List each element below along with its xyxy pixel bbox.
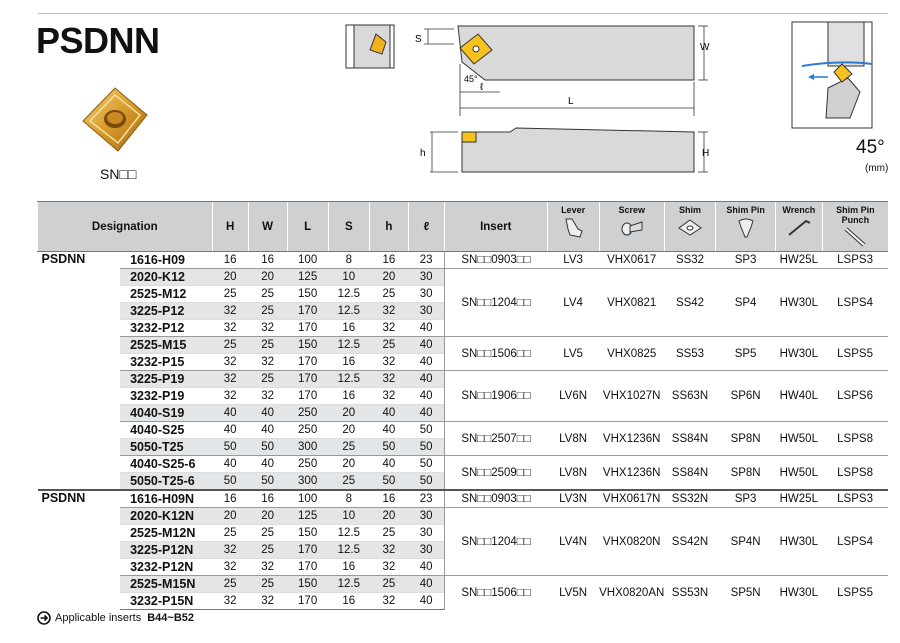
col-wrench [775, 202, 822, 252]
dimension-cell: 16 [328, 320, 369, 337]
dimension-cell: 170 [287, 303, 328, 320]
dimension-cell: 150 [287, 525, 328, 542]
dimension-cell: 100 [287, 252, 328, 269]
table-row [38, 269, 889, 286]
col-shim-pin-punch-label: Shim Pin Punch [836, 205, 875, 225]
table-row [38, 337, 889, 354]
dimension-cell: 25 [328, 473, 369, 491]
designation-code: 4040-S19 [120, 405, 212, 422]
dimension-cell: 12.5 [328, 525, 369, 542]
insert-photo [80, 85, 150, 155]
insert-code: SN□□1204□□ [444, 508, 547, 576]
dimension-cell: 50 [408, 473, 444, 491]
dimension-cell: 16 [328, 388, 369, 405]
insert-code-label: SN□□ [100, 166, 137, 182]
dimension-cell: 23 [408, 252, 444, 269]
dimension-cell: 25 [248, 576, 287, 593]
dimension-cell: 32 [212, 303, 248, 320]
designation-code: 1616-H09 [120, 252, 212, 269]
dim-H-label: H [702, 148, 710, 159]
dimension-cell: 50 [248, 439, 287, 456]
part-lever: LV5N [547, 576, 599, 610]
dimension-cell: 32 [369, 559, 408, 576]
dimension-cell: 12.5 [328, 371, 369, 388]
dimension-cell: 40 [408, 337, 444, 354]
part-screw: VHX1236N [599, 456, 664, 491]
part-wrench: HW25L [775, 490, 822, 508]
col-lever [547, 202, 599, 252]
dimension-cell: 40 [248, 405, 287, 422]
part-wrench: HW40L [775, 371, 822, 422]
dimension-cell: 23 [408, 490, 444, 508]
dimension-cell: 20 [369, 508, 408, 525]
dimension-cell: 50 [408, 439, 444, 456]
insert-code: SN□□0903□□ [444, 252, 547, 269]
col-designation: Designation [38, 202, 213, 252]
dimension-cell: 20 [328, 405, 369, 422]
dimension-cell: 25 [328, 439, 369, 456]
table-row [38, 252, 889, 269]
dimension-cell: 32 [248, 388, 287, 405]
part-shim-pin: SP8N [716, 422, 776, 456]
dimension-cell: 250 [287, 422, 328, 439]
designation-code: 3225-P19 [120, 371, 212, 388]
part-lever: LV3N [547, 490, 599, 508]
dimension-cell: 16 [369, 490, 408, 508]
dimension-cell: 12.5 [328, 576, 369, 593]
insert-code: SN□□0903□□ [444, 490, 547, 508]
dim-h-label: h [420, 148, 426, 159]
dimension-cell: 32 [248, 593, 287, 610]
part-shim-pin: SP5 [716, 337, 776, 371]
footnote-text: Applicable inserts [55, 612, 142, 624]
dimension-cell: 12.5 [328, 303, 369, 320]
part-shim-pin: SP6N [716, 371, 776, 422]
designation-code: 2020-K12N [120, 508, 212, 525]
part-wrench: HW50L [775, 422, 822, 456]
designation-code: 3232-P12N [120, 559, 212, 576]
table-row [38, 508, 889, 525]
part-shim: SS84N [664, 422, 715, 456]
part-punch: LSPS6 [822, 371, 888, 422]
dimension-cell: 32 [212, 320, 248, 337]
part-punch: LSPS3 [837, 254, 873, 266]
dimension-cell: 50 [369, 439, 408, 456]
dimension-cell: 40 [408, 371, 444, 388]
part-wrench: HW25L [779, 254, 818, 266]
part-screw: VHX0820AN [599, 576, 664, 610]
part-lever: LV8N [547, 422, 599, 456]
col-shim-label: Shim [679, 205, 702, 215]
dimension-cell: 125 [287, 269, 328, 286]
dimension-cell: 32 [369, 371, 408, 388]
dim-l-label: L [568, 96, 574, 107]
part-shim-pin: SP3 [716, 490, 776, 508]
dimension-cell: 25 [369, 525, 408, 542]
shim-pin-icon [733, 215, 759, 239]
part-shim-pin: SP4 [716, 269, 776, 337]
col-W: W [248, 202, 287, 252]
dimension-cell: 32 [248, 354, 287, 371]
part-screw: VHX1236N [599, 422, 664, 456]
designation-code: 1616-H09N [120, 490, 212, 508]
designation-code: 4040-S25 [120, 422, 212, 439]
dimension-cell: 30 [408, 525, 444, 542]
dimension-cell: 20 [248, 508, 287, 525]
dimension-cell: 8 [328, 490, 369, 508]
part-shim: SS42 [664, 269, 715, 337]
dimension-cell: 16 [328, 593, 369, 610]
insert-code: SN□□2509□□ [444, 456, 547, 491]
dimension-cell: 170 [287, 593, 328, 610]
part-shim: SS32N [664, 490, 715, 508]
dimension-cell: 40 [408, 405, 444, 422]
dimension-cell: 32 [248, 559, 287, 576]
designation-code: 2525-M15N [120, 576, 212, 593]
dimension-cell: 170 [287, 559, 328, 576]
dimension-cell: 170 [287, 320, 328, 337]
designation-code: 5050-T25-6 [120, 473, 212, 491]
dim-angle-label: 45° [464, 74, 478, 84]
dimension-cell: 50 [408, 456, 444, 473]
col-insert: Insert [444, 202, 547, 252]
dimension-cell: 40 [408, 354, 444, 371]
col-L: L [287, 202, 328, 252]
top-rule [38, 13, 888, 14]
dimension-cell: 170 [287, 371, 328, 388]
designation-code: 2525-M15 [120, 337, 212, 354]
dimension-cell: 32 [369, 354, 408, 371]
col-h: h [369, 202, 408, 252]
part-shim: SS53N [664, 576, 715, 610]
dimension-cell: 32 [212, 388, 248, 405]
designation-code: 3225-P12N [120, 542, 212, 559]
dimension-cell: 40 [408, 576, 444, 593]
part-punch: LSPS5 [822, 337, 888, 371]
dimension-cell: 50 [212, 439, 248, 456]
dimension-cell: 40 [212, 456, 248, 473]
part-shim-pin: SP8N [716, 456, 776, 491]
col-shim-pin [716, 202, 776, 252]
col-H: H [212, 202, 248, 252]
dimension-cell: 20 [248, 269, 287, 286]
footnote-ref: B44~B52 [147, 612, 195, 624]
part-lever: LV4 [547, 269, 599, 337]
dimension-cell: 16 [248, 252, 287, 269]
part-shim: SS42N [664, 508, 715, 576]
dimension-cell: 50 [408, 422, 444, 439]
dimension-cell: 20 [212, 508, 248, 525]
dimension-cell: 20 [212, 269, 248, 286]
part-punch: LSPS8 [822, 422, 888, 456]
dimension-cell: 16 [212, 490, 248, 508]
part-shim: SS53 [664, 337, 715, 371]
dimension-cell: 125 [287, 508, 328, 525]
col-shim [664, 202, 715, 252]
dimension-cell: 25 [369, 576, 408, 593]
dimension-cell: 40 [408, 388, 444, 405]
dimension-cell: 16 [328, 354, 369, 371]
col-lever-label: Lever [561, 205, 586, 215]
wrench-icon [786, 215, 812, 239]
dimension-cell: 25 [212, 337, 248, 354]
dimension-cell: 32 [248, 320, 287, 337]
dimension-cell: 30 [408, 286, 444, 303]
dimension-cell: 170 [287, 354, 328, 371]
dimension-cell: 32 [212, 559, 248, 576]
dimension-cell: 40 [212, 405, 248, 422]
part-screw: VHX0820N [599, 508, 664, 576]
dimension-cell: 25 [248, 371, 287, 388]
dimension-cell: 25 [369, 286, 408, 303]
part-punch: LSPS8 [822, 456, 888, 491]
part-wrench: HW50L [775, 456, 822, 491]
dimension-cell: 10 [328, 508, 369, 525]
part-lever: LV3 [563, 254, 583, 266]
part-punch: LSPS4 [822, 269, 888, 337]
insert-code: SN□□1506□□ [444, 337, 547, 371]
part-lever: LV4N [547, 508, 599, 576]
dimension-cell: 8 [328, 252, 369, 269]
dimension-cell: 30 [408, 303, 444, 320]
dimension-cell: 40 [248, 422, 287, 439]
footnote [37, 611, 194, 625]
col-shim-pin-label: Shim Pin [726, 205, 765, 215]
designation-code: 2525-M12 [120, 286, 212, 303]
dimension-cell: 25 [248, 542, 287, 559]
col-screw-label: Screw [618, 205, 645, 215]
dimension-cell: 16 [328, 559, 369, 576]
insert-code: SN□□1506□□ [444, 576, 547, 610]
series-name: PSDNN [41, 252, 86, 266]
unit-label: (mm) [865, 163, 889, 174]
dimension-cell: 32 [369, 303, 408, 320]
part-screw: VHX0617N [599, 490, 664, 508]
dimension-cell: 50 [212, 473, 248, 491]
dimension-cell: 25 [369, 337, 408, 354]
dimension-cell: 32 [369, 320, 408, 337]
dimension-cell: 40 [408, 320, 444, 337]
dimension-cell: 40 [408, 559, 444, 576]
dimension-cell: 300 [287, 473, 328, 491]
dimension-cell: 32 [212, 354, 248, 371]
table-row [38, 422, 889, 439]
dimension-cell: 150 [287, 286, 328, 303]
dimension-cell: 50 [248, 473, 287, 491]
dimension-cell: 12.5 [328, 337, 369, 354]
part-shim: SS32 [675, 254, 705, 266]
dimension-cell: 40 [212, 422, 248, 439]
punch-icon [842, 225, 868, 249]
dimension-cell: 32 [212, 371, 248, 388]
dimension-cell: 10 [328, 269, 369, 286]
dimension-cell: 300 [287, 439, 328, 456]
dimension-cell: 40 [369, 405, 408, 422]
dimension-cell: 40 [248, 456, 287, 473]
dimension-cell: 40 [369, 422, 408, 439]
dimension-cell: 40 [408, 593, 444, 610]
dimension-cell: 30 [408, 508, 444, 525]
dimension-cell: 32 [369, 388, 408, 405]
dimension-cell: 100 [287, 490, 328, 508]
designation-code: 3232-P15 [120, 354, 212, 371]
dimension-cell: 32 [369, 593, 408, 610]
dimension-cell: 25 [248, 337, 287, 354]
dimension-cell: 20 [328, 422, 369, 439]
designation-code: 3225-P12 [120, 303, 212, 320]
designation-code: 3232-P15N [120, 593, 212, 610]
dimension-cell: 20 [328, 456, 369, 473]
arrow-circle-icon [37, 611, 51, 625]
designation-code: 4040-S25-6 [120, 456, 212, 473]
insert-code: SN□□1204□□ [444, 269, 547, 337]
dimension-cell: 20 [369, 269, 408, 286]
table-row [38, 456, 889, 473]
col-shim-pin-punch [822, 202, 888, 252]
part-screw: VHX0821 [599, 269, 664, 337]
col-wrench-label: Wrench [782, 205, 816, 215]
dimension-cell: 150 [287, 576, 328, 593]
series-name: PSDNN [38, 490, 121, 610]
dimension-cell: 16 [369, 252, 408, 269]
dimension-cell: 250 [287, 456, 328, 473]
dimension-cell: 25 [212, 576, 248, 593]
col-ell: ℓ [408, 202, 444, 252]
part-shim: SS63N [664, 371, 715, 422]
lever-icon [560, 215, 586, 239]
dimension-cell: 25 [248, 525, 287, 542]
part-wrench: HW30L [775, 508, 822, 576]
screw-icon [619, 215, 645, 239]
insert-code: SN□□1906□□ [444, 371, 547, 422]
table-row [38, 490, 889, 508]
dimension-cell: 16 [212, 252, 248, 269]
dimension-cell: 25 [248, 286, 287, 303]
part-shim-pin: SP3 [734, 254, 757, 266]
part-wrench: HW30L [775, 576, 822, 610]
table-row [38, 576, 889, 593]
designation-code: 5050-T25 [120, 439, 212, 456]
part-shim-pin: SP5N [716, 576, 776, 610]
part-lever: LV8N [547, 456, 599, 491]
dimension-cell: 170 [287, 388, 328, 405]
part-lever: LV6N [547, 371, 599, 422]
dimension-cell: 50 [369, 473, 408, 491]
spec-table-body [38, 252, 889, 610]
dimension-cell: 25 [212, 286, 248, 303]
table-row [38, 371, 889, 388]
part-punch: LSPS4 [822, 508, 888, 576]
dim-w-label: W [700, 42, 710, 53]
part-wrench: HW30L [775, 269, 822, 337]
tool-drawing [340, 20, 880, 180]
part-screw: VHX1027N [599, 371, 664, 422]
dimension-cell: 40 [369, 456, 408, 473]
part-screw: VHX0825 [599, 337, 664, 371]
part-screw: VHX0617 [607, 254, 657, 266]
dimension-cell: 170 [287, 542, 328, 559]
col-S: S [328, 202, 369, 252]
part-shim-pin: SP4N [716, 508, 776, 576]
dimension-cell: 30 [408, 542, 444, 559]
dimension-cell: 30 [408, 269, 444, 286]
dimension-cell: 25 [212, 525, 248, 542]
part-lever: LV5 [547, 337, 599, 371]
approach-angle: 45° [856, 137, 885, 158]
dimension-cell: 32 [212, 593, 248, 610]
page-title: PSDNN [36, 20, 160, 61]
shim-icon [677, 215, 703, 239]
part-shim: SS84N [664, 456, 715, 491]
part-punch: LSPS3 [822, 490, 888, 508]
part-wrench: HW30L [775, 337, 822, 371]
dimension-cell: 16 [248, 490, 287, 508]
dim-ell-label: ℓ [480, 82, 484, 93]
insert-code: SN□□2507□□ [444, 422, 547, 456]
dimension-cell: 32 [212, 542, 248, 559]
dim-s-label: S [415, 34, 422, 45]
designation-code: 3232-P12 [120, 320, 212, 337]
dimension-cell: 150 [287, 337, 328, 354]
dimension-cell: 12.5 [328, 286, 369, 303]
dimension-cell: 25 [248, 303, 287, 320]
part-punch: LSPS5 [822, 576, 888, 610]
designation-code: 3232-P19 [120, 388, 212, 405]
dimension-cell: 32 [369, 542, 408, 559]
designation-code: 2525-M12N [120, 525, 212, 542]
col-screw [599, 202, 664, 252]
dimension-cell: 250 [287, 405, 328, 422]
designation-code: 2020-K12 [120, 269, 212, 286]
dimension-cell: 12.5 [328, 542, 369, 559]
spec-table [37, 201, 888, 610]
